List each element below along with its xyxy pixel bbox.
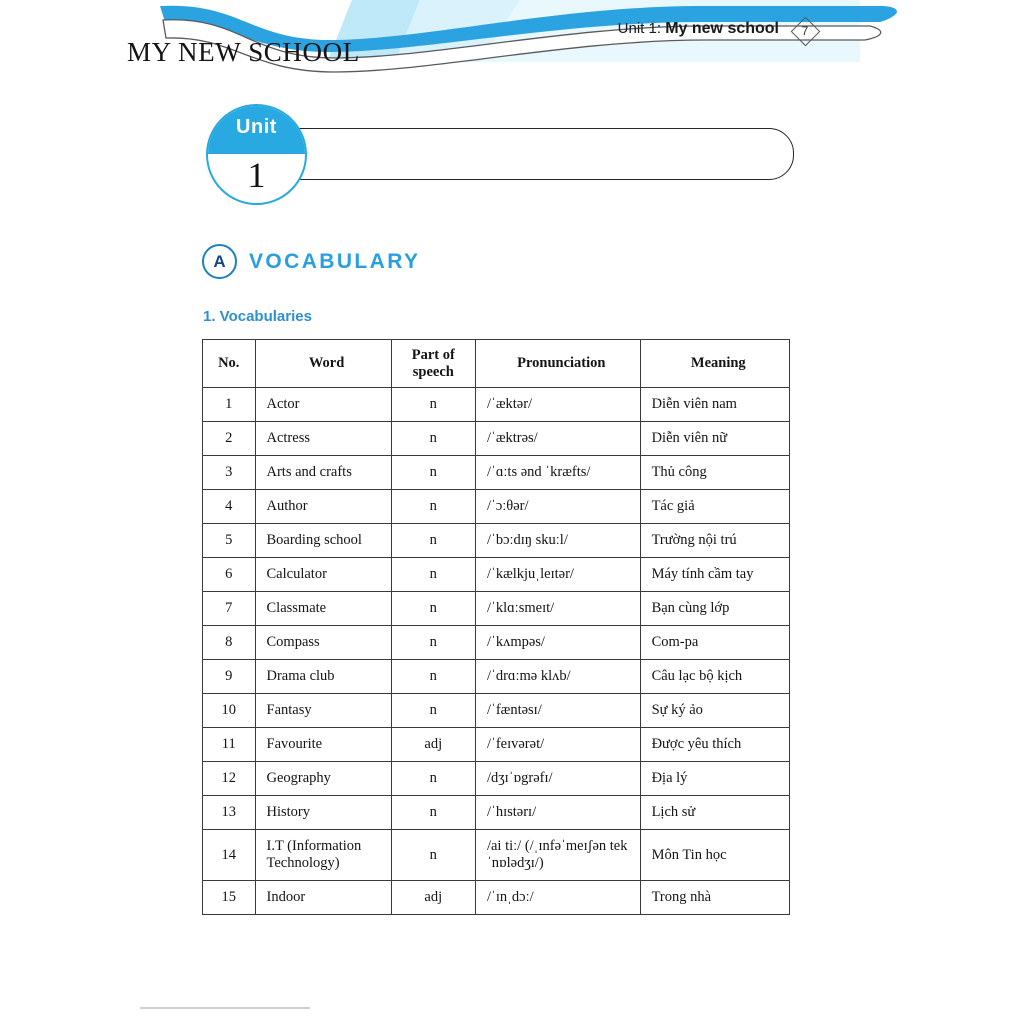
cell-word: Fantasy bbox=[255, 694, 391, 728]
cell-no: 4 bbox=[203, 490, 256, 524]
table-row bbox=[203, 728, 790, 762]
table-body bbox=[203, 388, 790, 915]
table-row bbox=[203, 830, 790, 881]
cell-pos: adj bbox=[391, 728, 475, 762]
cell-meaning: Được yêu thích bbox=[640, 728, 789, 762]
cell-no: 10 bbox=[203, 694, 256, 728]
unit-badge-number: 1 bbox=[247, 155, 266, 195]
cell-pos: n bbox=[391, 524, 475, 558]
table-row bbox=[203, 490, 790, 524]
cell-word: Author bbox=[255, 490, 391, 524]
cell-no: 2 bbox=[203, 422, 256, 456]
cell-pron: /ˈdrɑːmə klʌb/ bbox=[475, 660, 640, 694]
vocabulary-table bbox=[202, 339, 790, 915]
cell-word: Favourite bbox=[255, 728, 391, 762]
cell-word: Calculator bbox=[255, 558, 391, 592]
cell-pron: /ˈbɔːdɪŋ skuːl/ bbox=[475, 524, 640, 558]
cell-pos: n bbox=[391, 796, 475, 830]
table-header-row bbox=[203, 340, 790, 388]
cell-pos: n bbox=[391, 830, 475, 881]
cell-no: 13 bbox=[203, 796, 256, 830]
header-unit-label: Unit 1: bbox=[617, 20, 662, 37]
cell-no: 5 bbox=[203, 524, 256, 558]
cell-pron: /ˈɑːts ənd ˈkræfts/ bbox=[475, 456, 640, 490]
cell-no: 6 bbox=[203, 558, 256, 592]
cell-pron: /ˈfeɪvərət/ bbox=[475, 728, 640, 762]
cell-pron: /ˈhɪstərɪ/ bbox=[475, 796, 640, 830]
cell-meaning: Tác giả bbox=[640, 490, 789, 524]
cell-pos: n bbox=[391, 660, 475, 694]
table-row bbox=[203, 456, 790, 490]
cell-pron: /ˈfæntəsɪ/ bbox=[475, 694, 640, 728]
table-row bbox=[203, 388, 790, 422]
unit-badge-word: Unit bbox=[236, 116, 277, 138]
cell-no: 3 bbox=[203, 456, 256, 490]
cell-word: Boarding school bbox=[255, 524, 391, 558]
unit-heading-block bbox=[206, 104, 806, 209]
table-row bbox=[203, 881, 790, 915]
cell-no: 9 bbox=[203, 660, 256, 694]
cell-no: 7 bbox=[203, 592, 256, 626]
table-row bbox=[203, 762, 790, 796]
cell-meaning: Diễn viên nam bbox=[640, 388, 789, 422]
cell-pron: /ˈklɑːsmeɪt/ bbox=[475, 592, 640, 626]
cell-no: 14 bbox=[203, 830, 256, 881]
cell-pron: /dʒɪˈɒgrəfɪ/ bbox=[475, 762, 640, 796]
cell-meaning: Máy tính cầm tay bbox=[640, 558, 789, 592]
cell-pron: /ˈkʌmpəs/ bbox=[475, 626, 640, 660]
cell-pos: adj bbox=[391, 881, 475, 915]
column-header-no: No. bbox=[203, 340, 256, 388]
table-row bbox=[203, 660, 790, 694]
cell-word: Indoor bbox=[255, 881, 391, 915]
column-header-word: Word bbox=[255, 340, 391, 388]
cell-no: 8 bbox=[203, 626, 256, 660]
cell-no: 12 bbox=[203, 762, 256, 796]
column-header-pron: Pronunciation bbox=[475, 340, 640, 388]
page-number-value: 7 bbox=[801, 24, 809, 38]
cell-pos: n bbox=[391, 422, 475, 456]
table-row bbox=[203, 626, 790, 660]
cell-word: Classmate bbox=[255, 592, 391, 626]
cell-word: Actress bbox=[255, 422, 391, 456]
cell-word: I.T (Information Technology) bbox=[255, 830, 391, 881]
cell-pos: n bbox=[391, 694, 475, 728]
table-row bbox=[203, 422, 790, 456]
table-row bbox=[203, 558, 790, 592]
page-number bbox=[788, 18, 822, 44]
cell-meaning: Lịch sử bbox=[640, 796, 789, 830]
cell-pos: n bbox=[391, 558, 475, 592]
unit-title-frame bbox=[272, 128, 794, 180]
cell-pron: /ˈæktər/ bbox=[475, 388, 640, 422]
cell-pron: /ai tiː/ (/ˌɪnfəˈmeɪʃən tekˈnɒlədʒɪ/) bbox=[475, 830, 640, 881]
cell-word: Arts and crafts bbox=[255, 456, 391, 490]
cell-pos: n bbox=[391, 456, 475, 490]
table-row bbox=[203, 592, 790, 626]
cell-pos: n bbox=[391, 626, 475, 660]
cell-word: Actor bbox=[255, 388, 391, 422]
cell-meaning: Sự ký ảo bbox=[640, 694, 789, 728]
cell-no: 11 bbox=[203, 728, 256, 762]
cell-word: Compass bbox=[255, 626, 391, 660]
cell-pron: /ˈæktrəs/ bbox=[475, 422, 640, 456]
table-row bbox=[203, 694, 790, 728]
cell-pron: /ˈɪnˌdɔː/ bbox=[475, 881, 640, 915]
cell-pron: /ˈkælkjuˌleɪtər/ bbox=[475, 558, 640, 592]
cell-meaning: Bạn cùng lớp bbox=[640, 592, 789, 626]
section-vocabulary-header bbox=[202, 244, 420, 279]
section-badge-a: A bbox=[202, 244, 237, 279]
column-header-mean: Meaning bbox=[640, 340, 789, 388]
cell-pos: n bbox=[391, 762, 475, 796]
table-header bbox=[203, 340, 790, 388]
cell-pos: n bbox=[391, 388, 475, 422]
cell-word: History bbox=[255, 796, 391, 830]
cell-pron: /ˈɔːθər/ bbox=[475, 490, 640, 524]
header-unit-title: My new school bbox=[665, 20, 779, 37]
unit-badge bbox=[206, 104, 307, 205]
cell-meaning: Trường nội trú bbox=[640, 524, 789, 558]
table-row bbox=[203, 524, 790, 558]
table-row bbox=[203, 796, 790, 830]
cell-pos: n bbox=[391, 592, 475, 626]
cell-word: Drama club bbox=[255, 660, 391, 694]
cell-meaning: Câu lạc bộ kịch bbox=[640, 660, 789, 694]
cell-meaning: Com-pa bbox=[640, 626, 789, 660]
cell-meaning: Địa lý bbox=[640, 762, 789, 796]
footer-rule bbox=[140, 1007, 310, 1009]
section-title: VOCABULARY bbox=[249, 249, 421, 273]
cell-meaning: Trong nhà bbox=[640, 881, 789, 915]
cell-meaning: Thủ công bbox=[640, 456, 789, 490]
header-unit-text bbox=[618, 20, 779, 38]
cell-pos: n bbox=[391, 490, 475, 524]
unit-title: MY NEW SCHOOL bbox=[127, 37, 360, 67]
cell-no: 1 bbox=[203, 388, 256, 422]
cell-no: 15 bbox=[203, 881, 256, 915]
cell-meaning: Diễn viên nữ bbox=[640, 422, 789, 456]
sub-heading-vocabularies: 1. Vocabularies bbox=[203, 308, 312, 325]
cell-word: Geography bbox=[255, 762, 391, 796]
cell-meaning: Môn Tin học bbox=[640, 830, 789, 881]
column-header-pos: Part of speech bbox=[391, 340, 475, 388]
